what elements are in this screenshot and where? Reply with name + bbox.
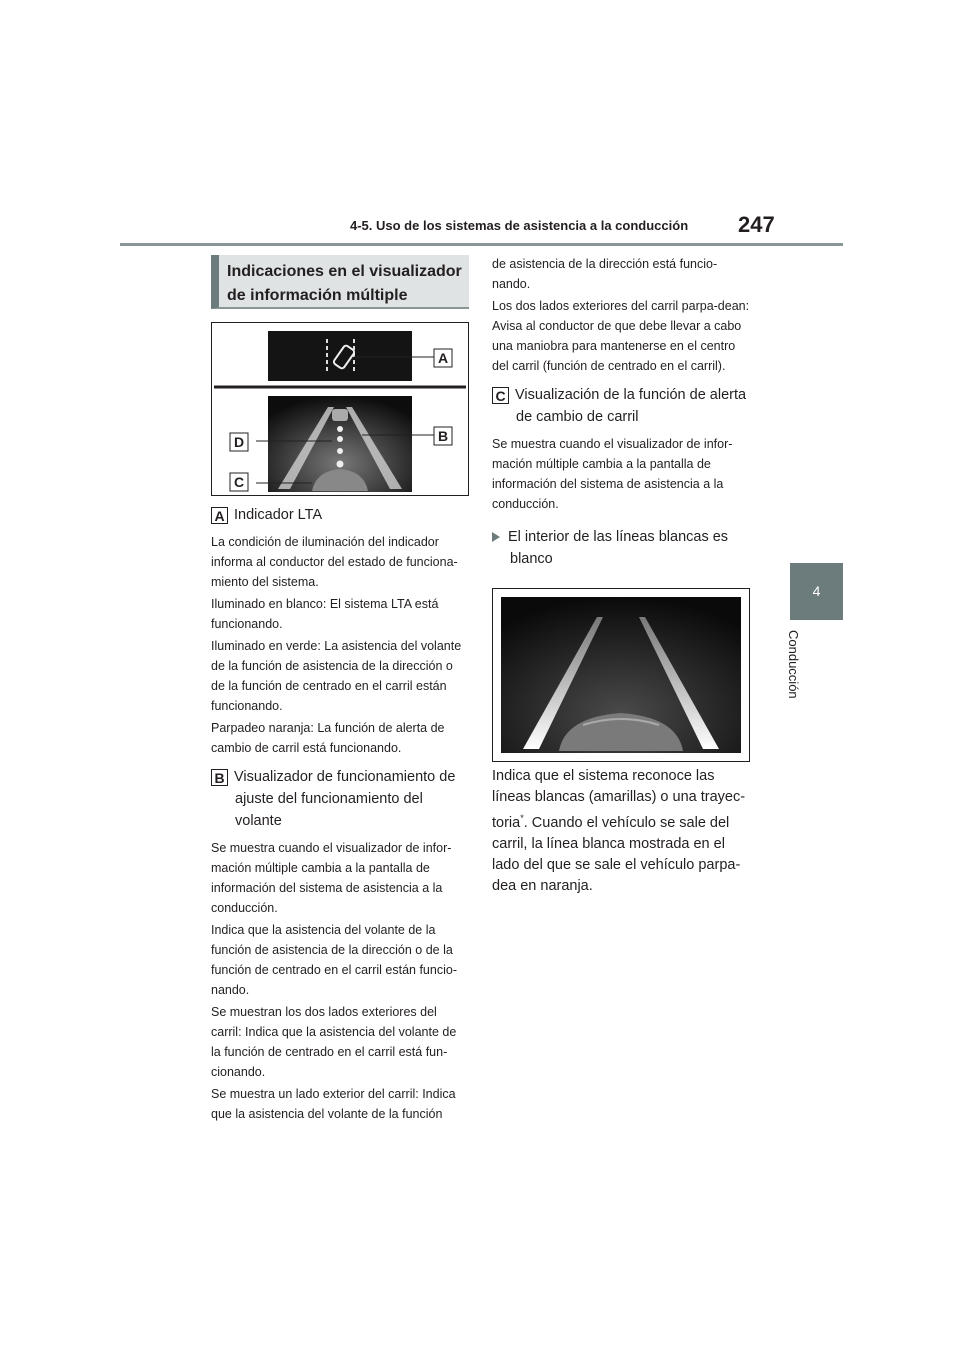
paragraph: Se muestran los dos lados exteriores del carril: Indica que la asistencia del volante de la función de centrado en el carril está fun-cionando. — [211, 1005, 457, 1079]
section-heading — [211, 255, 469, 309]
bullet-triangle-icon — [492, 532, 500, 542]
callout-C-text: C — [233, 474, 245, 490]
paragraph: Parpadeo naranja: La función de alerta de cambio de carril está funcionando. — [211, 721, 445, 755]
paragraph: Se muestra un lado exterior del carril: Indica que la asistencia del volante de la función — [211, 1087, 456, 1121]
paragraph: Se muestra cuando el visualizador de infor-mación múltiple cambia a la pantalla de información del sistema de asistencia a la conducción. — [211, 841, 452, 915]
page-number: 247 — [738, 212, 775, 237]
final-paragraph: Indica que el sistema reconoce las líneas blancas (amarillas) o una trayec-toria*. Cuando el vehículo se sale del carril, la línea blanca mostrada en el lado del que se sale el vehículo parpa-dea en naranja. — [492, 768, 746, 894]
item-B-heading: B Visualizador de funcionamiento de ajuste del funcionamiento del volante — [211, 766, 469, 832]
paragraph: La condición de iluminación del indicador informa al conductor del estado de funciona-miento del sistema. — [211, 535, 458, 589]
paragraph: Indica que la asistencia del volante de la función de asistencia de la dirección o de la función de centrado en el carril están funcio-nando. — [211, 923, 457, 997]
lta-indicator-screen — [268, 331, 412, 381]
callout-D-text: D — [233, 434, 245, 450]
paragraph: Se muestra cuando el visualizador de infor-mación múltiple cambia a la pantalla de información del sistema de asistencia a la conducción. — [492, 437, 733, 511]
header-rule — [120, 243, 843, 246]
item-C-heading: C Visualización de la función de alerta de cambio de carril — [492, 384, 752, 428]
paragraph: Iluminado en blanco: El sistema LTA está funcionando. — [211, 597, 439, 631]
footnote-marker: * — [520, 813, 524, 823]
label-A: A — [211, 507, 228, 524]
bullet-heading: El interior de las líneas blancas es blanco — [492, 526, 752, 570]
chapter-tab — [790, 563, 843, 620]
lta-display-figure — [211, 322, 469, 496]
paragraph: Los dos lados exteriores del carril parpa-dean: Avisa al conductor de que debe llevar a cabo una maniobra para mantenerse en el centro del carril (función de centrado en el carril). — [492, 299, 750, 373]
left-column — [211, 504, 469, 1126]
white-lines-illustration — [493, 589, 749, 761]
callout-B-text: B — [437, 428, 449, 444]
white-lines-figure — [492, 588, 750, 762]
callout-A-text: A — [437, 350, 449, 366]
item-A-heading: A Indicador LTA — [211, 504, 469, 526]
label-B: B — [211, 769, 228, 786]
label-C: C — [492, 387, 509, 404]
paragraph: Iluminado en verde: La asistencia del volante de la función de asistencia de la dirección o de la función de centrado en el carril están funcionando. — [211, 639, 462, 713]
lta-display-illustration — [212, 323, 468, 495]
chapter-tab-number: 4 — [812, 583, 821, 599]
section-title: Indicaciones en el visualizador de información múltiple — [227, 263, 462, 304]
paragraph: de asistencia de la dirección está funcio-nando. — [492, 257, 718, 291]
chapter-tab-label: Conducción — [786, 630, 801, 699]
chapter-header: 4-5. Uso de los sistemas de asistencia a la conducción — [350, 218, 689, 233]
right-column — [492, 254, 752, 572]
